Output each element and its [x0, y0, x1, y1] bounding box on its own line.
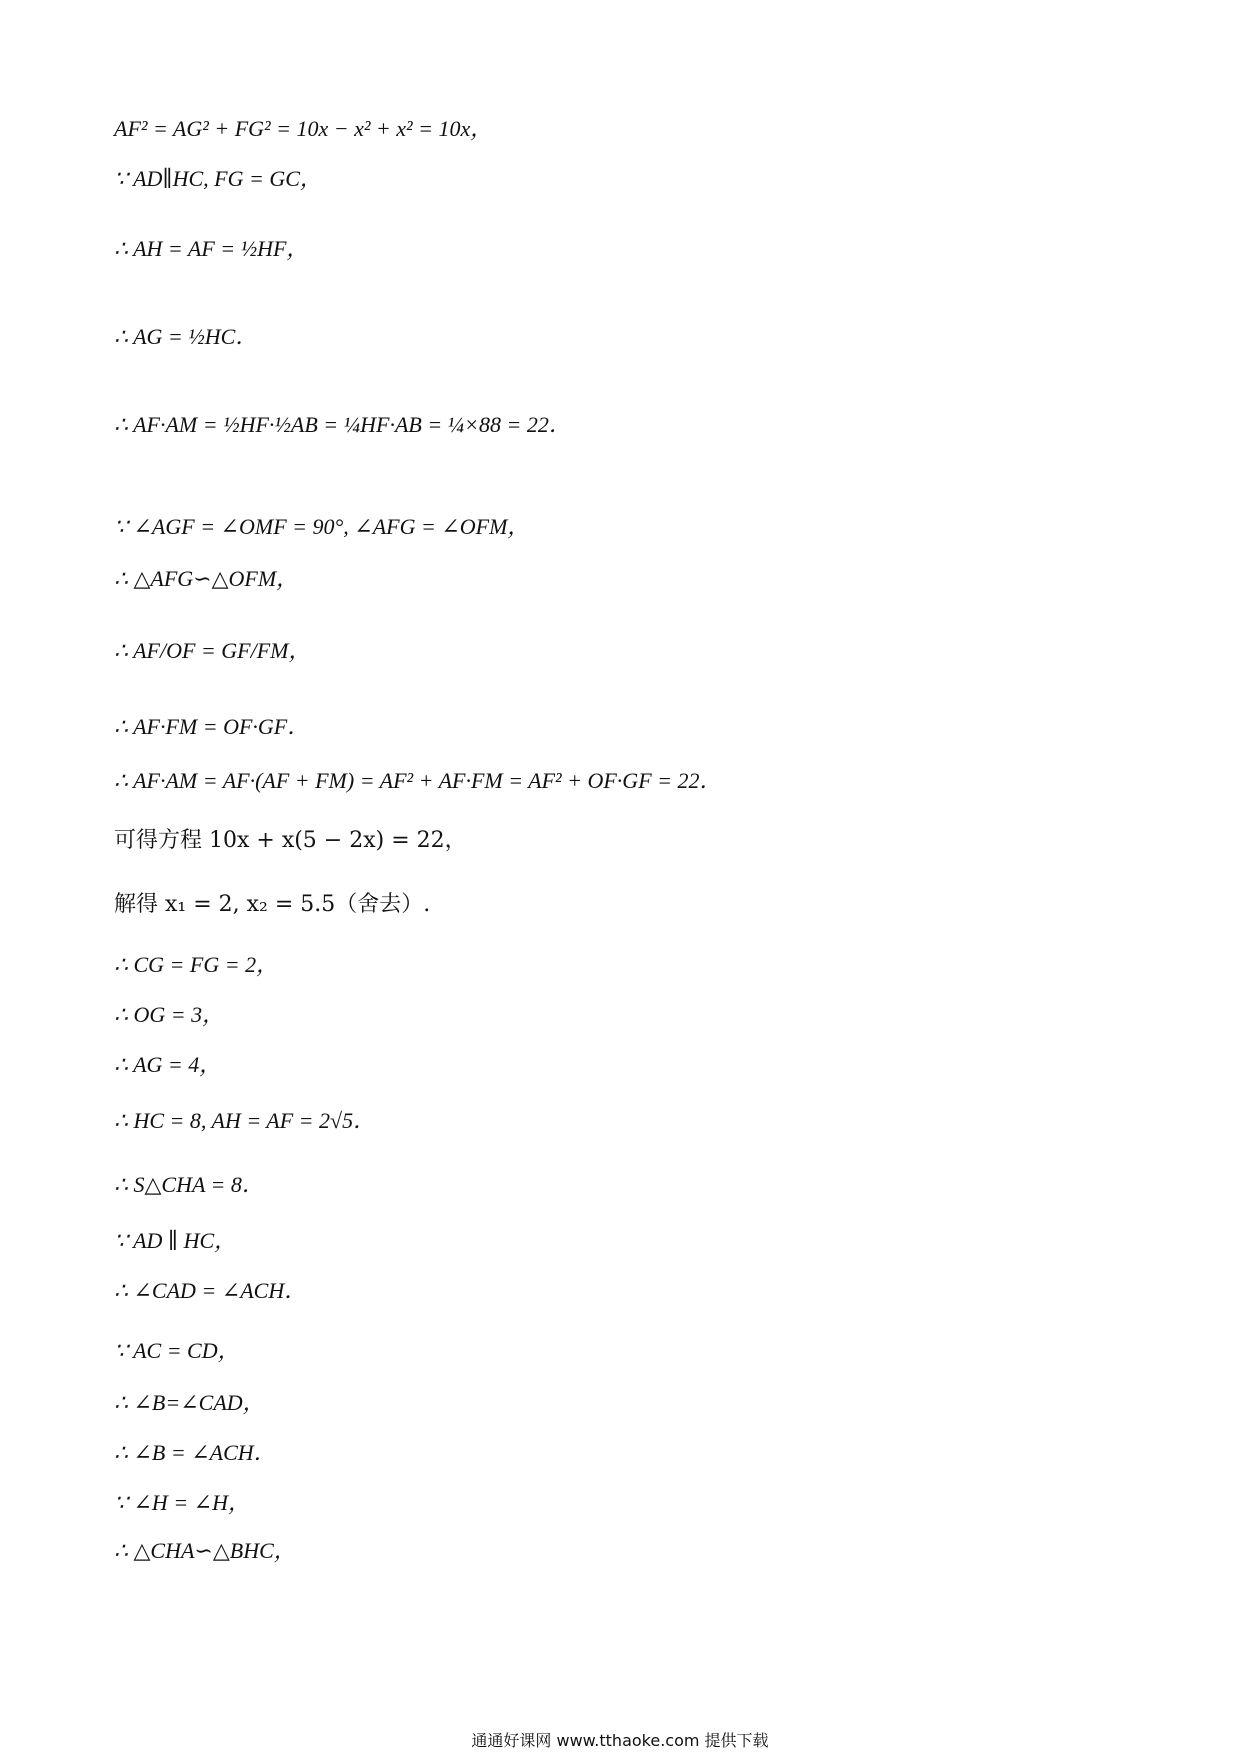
- math-line-15: ∴ AG = 4，: [114, 1052, 222, 1077]
- math-line-3: ∴ AH = AF = ½HF，: [114, 236, 309, 261]
- math-line-4: ∴ AG = ½HC．: [114, 324, 258, 349]
- math-line-12: 解得 x₁ = 2, x₂ = 5.5（舍去）.: [114, 892, 431, 917]
- math-line-24: ∴ △CHA∽△BHC，: [114, 1538, 296, 1563]
- math-line-1: AF² = AG² + FG² = 10x − x² + x² = 10x，: [114, 116, 493, 141]
- math-line-18: ∵ AD ∥ HC，: [114, 1228, 237, 1253]
- math-line-5: ∴ AF·AM = ½HF·½AB = ¼HF·AB = ¼×88 = 22．: [114, 412, 571, 437]
- math-line-2: ∵ AD∥HC, FG = GC，: [114, 166, 322, 191]
- math-line-21: ∴ ∠B=∠CAD，: [114, 1390, 265, 1415]
- math-line-23: ∵ ∠H = ∠H，: [114, 1490, 250, 1515]
- page-footer: 通通好课网 www.tthaoke.com 提供下载: [471, 1731, 769, 1750]
- math-line-17: ∴ S△CHA = 8．: [114, 1172, 264, 1197]
- math-line-7: ∴ △AFG∽△OFM，: [114, 566, 299, 591]
- math-line-20: ∵ AC = CD，: [114, 1338, 240, 1363]
- math-line-13: ∴ CG = FG = 2，: [114, 952, 279, 977]
- math-line-9: ∴ AF·FM = OF·GF．: [114, 714, 310, 739]
- math-line-6: ∵ ∠AGF = ∠OMF = 90°, ∠AFG = ∠OFM，: [114, 514, 530, 539]
- math-line-11: 可得方程 10x + x(5 − 2x) = 22，: [114, 828, 467, 853]
- math-line-10: ∴ AF·AM = AF·(AF + FM) = AF² + AF·FM = AF² + OF·GF = 22．: [114, 768, 722, 793]
- math-line-22: ∴ ∠B = ∠ACH．: [114, 1440, 276, 1465]
- math-line-16: ∴ HC = 8, AH = AF = 2√5．: [114, 1108, 376, 1133]
- math-line-8: ∴ AF/OF = GF/FM，: [114, 638, 311, 663]
- math-line-19: ∴ ∠CAD = ∠ACH．: [114, 1278, 307, 1303]
- math-line-14: ∴ OG = 3，: [114, 1002, 225, 1027]
